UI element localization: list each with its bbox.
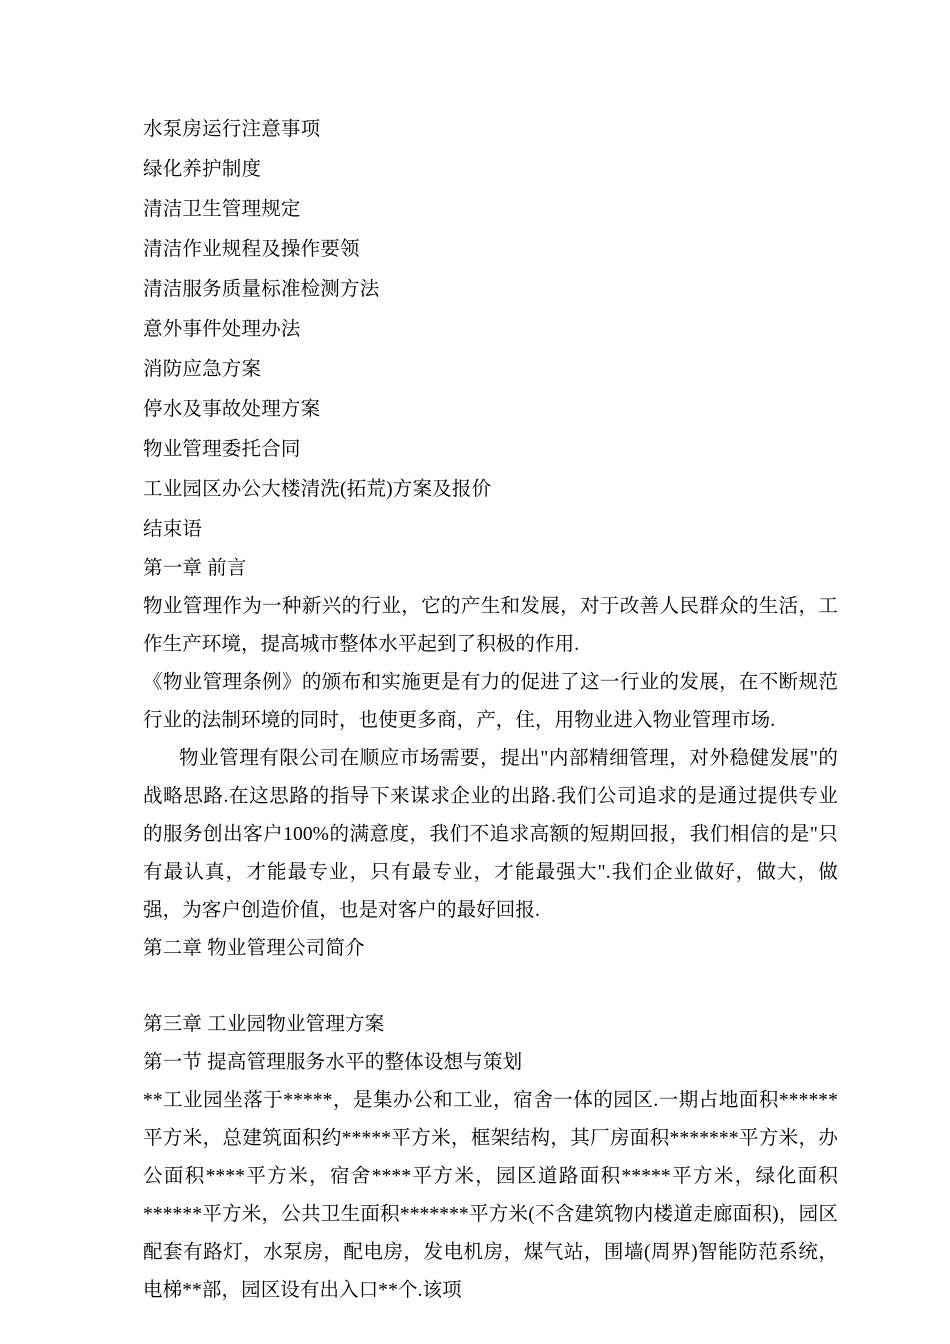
toc-item: 清洁卫生管理规定 [143,199,301,220]
toc-item: 水泵房运行注意事项 [143,119,321,140]
toc-item: 结束语 [143,519,203,540]
toc-item: 意外事件处理办法 [143,319,301,340]
toc-item: 停水及事故处理方案 [143,399,321,420]
toc-item: 清洁作业规程及操作要领 [143,239,360,260]
section-heading-section-1: 第一节 提高管理服务水平的整体设想与策划 [143,1052,523,1073]
toc-item: 绿化养护制度 [143,159,262,180]
paragraph: 物业管理作为一种新兴的行业，它的产生和发展，对于改善人民群众的生活，工作生产环境，提高城市整体水平起到了积极的作用. [143,596,838,655]
toc-item: 工业园区办公大楼清洗(拓荒)方案及报价 [143,479,492,500]
paragraph: 物业管理有限公司在顺应市场需要，提出"内部精细管理，对外稳健发展"的战略思路.在这思路的指导下来谋求企业的出路.我们公司追求的是通过提供专业的服务创出客户100%的满意度，我们不追求高额的短期回报，我们相信的是"只有最认真，才能最专业，只有最专业，才能最强大".我们企业做好，做大，做强，为客户创造价值，也是对客户的最好回报. [143,748,838,921]
section-heading-chapter-3: 第三章 工业园物业管理方案 [143,1014,385,1035]
paragraph: **工业园坐落于*****，是集办公和工业，宿舍一体的园区.一期占地面积******平方米，总建筑面积约*****平方米，框架结构，其厂房面积*******平方米，办公面积****平方米，宿舍****平方米，园区道路面积*****平方米，绿化面积******平方米，公共卫生面积*******平方米(不含建筑物内楼道走廊面积)，园区配套有路灯，水泵房，配电房，发电机房，煤气站，围墙(周界)智能防范系统，电梯**部，园区设有出入口**个.该项 [143,1090,838,1301]
toc-item: 物业管理委托合同 [143,439,301,460]
toc-item: 清洁服务质量标准检测方法 [143,279,380,300]
document-body [143,110,838,1310]
blank-line [143,968,838,1006]
section-heading-chapter-2: 第二章 物业管理公司简介 [143,938,365,959]
paragraph: 《物业管理条例》的颁布和实施更是有力的促进了这一行业的发展，在不断规范行业的法制环境的同时，也使更多商，产，住，用物业进入物业管理市场. [143,672,838,731]
toc-item: 消防应急方案 [143,359,262,380]
section-heading-chapter-1: 第一章 前言 [143,558,247,579]
